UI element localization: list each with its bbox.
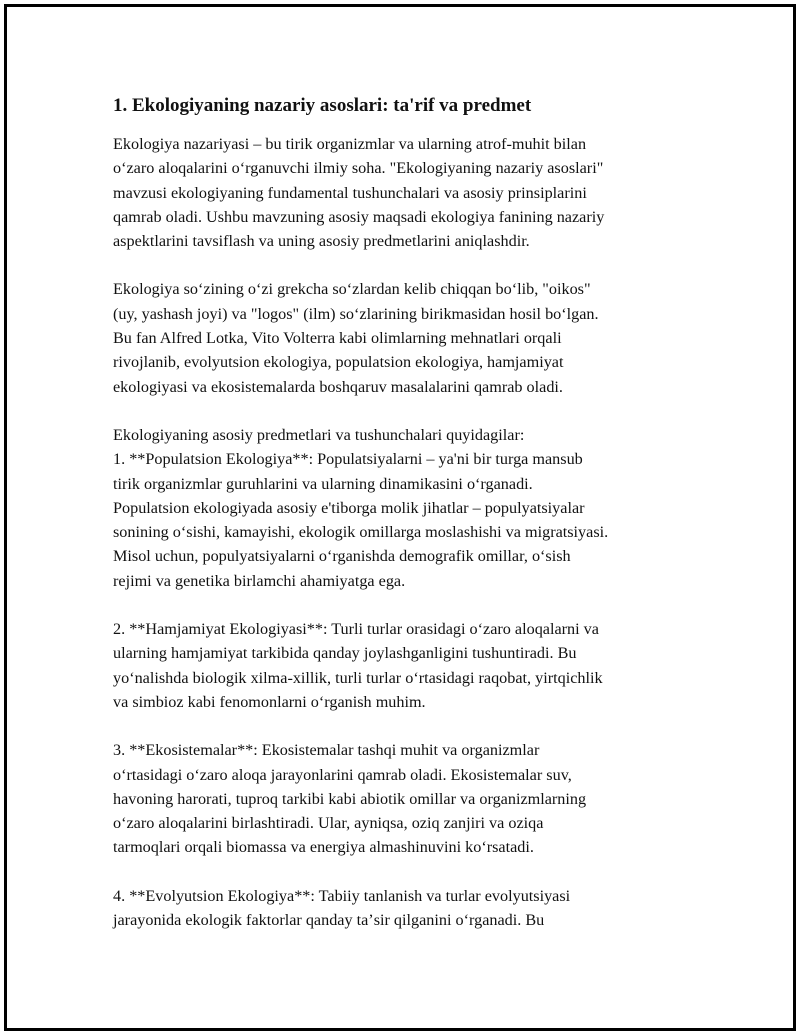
text-line: va simbioz kabi fenomonlarni oʻrganish muhim. bbox=[113, 692, 426, 711]
paragraph-ecosystems bbox=[113, 738, 693, 859]
text-line: tirik organizmlar guruhlarini va ularning dinamikasini oʻrganadi. bbox=[113, 474, 533, 493]
document-body bbox=[113, 94, 693, 956]
text-line: rivojlanib, evolyutsion ekologiya, populatsion ekologiya, hamjamiyat bbox=[113, 353, 564, 372]
text-line: aspektlarini tavsiflash va uning asosiy predmetlarini aniqlashdir. bbox=[113, 232, 530, 251]
paragraph-community-ecology bbox=[113, 617, 693, 714]
text-line: Ekologiyaning asosiy predmetlari va tushunchalari quyidagilar: bbox=[113, 425, 525, 444]
text-line: 3. **Ekosistemalar**: Ekosistemalar tashqi muhit va organizmlar bbox=[113, 741, 540, 760]
text-line: Ekologiya nazariyasi – bu tirik organizmlar va ularning atrof-muhit bilan bbox=[113, 135, 587, 153]
text-line: 4. **Evolyutsion Ekologiya**: Tabiiy tanlanish va turlar evolyutsiyasi bbox=[113, 886, 571, 905]
text-line: Misol uchun, populyatsiyalarni oʻrganishda demografik omillar, oʻsish bbox=[113, 547, 571, 566]
text-line: ularning hamjamiyat tarkibida qanday joylashganligini tushuntiradi. Bu bbox=[113, 644, 577, 663]
text-line: 1. **Populatsion Ekologiya**: Populatsiyalarni – ya'ni bir turga mansub bbox=[113, 450, 583, 469]
text-line: qamrab oladi. Ushbu mavzuning asosiy maqsadi ekologiya fanining nazariy bbox=[113, 207, 605, 226]
section-heading: 1. Ekologiyaning nazariy asoslari: ta'rif va predmet bbox=[113, 95, 532, 116]
text-line: oʻrtasidagi oʻzaro aloqa jarayonlarini qamrab oladi. Ekosistemalar suv, bbox=[113, 765, 572, 784]
text-line: mavzusi ekologiyaning fundamental tushunchalari va asosiy prinsiplarini bbox=[113, 183, 587, 202]
text-line: Bu fan Alfred Lotka, Vito Volterra kabi olimlarning mehnatlari orqali bbox=[113, 329, 562, 348]
text-line: rejimi va genetika birlamchi ahamiyatga ega. bbox=[113, 571, 406, 590]
text-line: Populatsion ekologiyada asosiy e'tiborga molik jihatlar – populyatsiyalar bbox=[113, 498, 585, 517]
text-line: (uy, yashash joyi) va "logos" (ilm) soʻzlarining birikmasidan hosil boʻlgan. bbox=[113, 304, 599, 323]
text-line: tarmoqlari orqali biomassa va energiya almashinuvini koʻrsatadi. bbox=[113, 838, 534, 857]
text-line: Ekologiya soʻzining oʻzi grekcha soʻzlardan kelib chiqqan boʻlib, "oikos" bbox=[113, 280, 591, 299]
text-line: havoning harorati, tuproq tarkibi kabi abiotik omillar va organizmlarning bbox=[113, 789, 587, 808]
text-line: ekologiyasi va ekosistemalarda boshqaruv masalalarini qamrab oladi. bbox=[113, 377, 563, 396]
paragraph-evolutionary-ecology bbox=[113, 884, 693, 933]
text-line: oʻzaro aloqalarini oʻrganuvchi ilmiy soha. "Ekologiyaning nazariy asoslari" bbox=[113, 159, 604, 178]
text-line: sonining oʻsishi, kamayishi, ekologik omillarga moslashishi va migratsiyasi. bbox=[113, 523, 609, 542]
paragraph-population-ecology bbox=[113, 423, 693, 593]
text-line: oʻzaro aloqalarini birlashtiradi. Ular, ayniqsa, oziq zanjiri va oziqa bbox=[113, 814, 544, 833]
text-line: jarayonida ekologik faktorlar qanday taʼsir qilganini oʻrganadi. Bu bbox=[113, 911, 545, 930]
text-line: yoʻnalishda biologik xilma-xillik, turli turlar oʻrtasidagi raqobat, yirtqichlik bbox=[113, 668, 603, 687]
paragraph-intro bbox=[113, 132, 693, 253]
text-line: 2. **Hamjamiyat Ekologiyasi**: Turli turlar orasidagi oʻzaro aloqalarni va bbox=[113, 620, 599, 639]
paragraph-etymology bbox=[113, 277, 693, 398]
